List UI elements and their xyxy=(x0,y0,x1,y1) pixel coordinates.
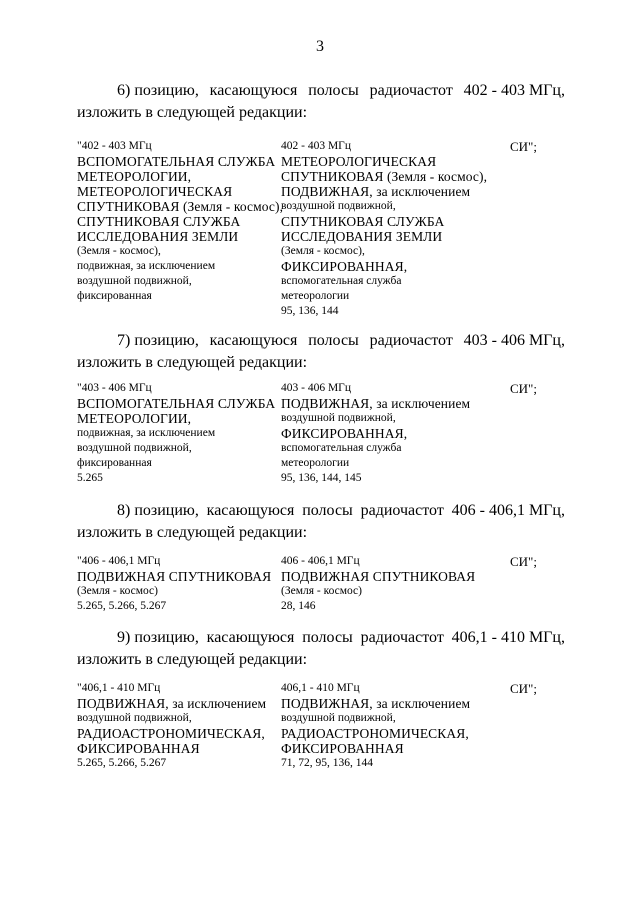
column-line: фиксированная xyxy=(77,290,152,302)
intro-word: 403 - 406 МГц, xyxy=(463,332,565,349)
column-line: МЕТЕОРОЛОГИИ, xyxy=(77,169,192,184)
column-line: СПУТНИКОВАЯ (Земля - космос), xyxy=(77,199,284,214)
section-intro xyxy=(77,500,565,544)
column-line: воздушной подвижной, xyxy=(281,712,396,724)
column-line: СПУТНИКОВАЯ СЛУЖБА xyxy=(281,214,445,229)
ci-note: СИ"; xyxy=(510,139,537,154)
column-line: ПОДВИЖНАЯ СПУТНИКОВАЯ xyxy=(281,569,476,584)
column-line: РАДИОАСТРОНОМИЧЕСКАЯ, xyxy=(281,726,469,741)
intro-word: полосы xyxy=(302,502,353,519)
column-line: вспомогательная служба xyxy=(281,442,402,454)
column-line: 5.265, 5.266, 5.267 xyxy=(77,757,167,769)
column-line: 28, 146 xyxy=(281,600,316,612)
column-line: воздушной подвижной, xyxy=(77,442,192,454)
page-number: 3 xyxy=(316,38,324,55)
column-line: ФИКСИРОВАННАЯ xyxy=(77,741,200,756)
intro-word: касающуюся xyxy=(209,332,298,349)
ci-note: СИ"; xyxy=(510,681,537,696)
intro-word: 8) позицию, xyxy=(117,502,199,519)
column-line: ПОДВИЖНАЯ, за исключением xyxy=(77,696,267,711)
column-line: МЕТЕОРОЛОГИЧЕСКАЯ xyxy=(77,184,233,199)
left-column xyxy=(77,681,266,771)
left-column xyxy=(77,554,271,614)
column-line: 95, 136, 144, 145 xyxy=(281,472,362,484)
column-line: (Земля - космос), xyxy=(281,245,365,257)
intro-word: полосы xyxy=(302,629,353,646)
column-line: воздушной подвижной, xyxy=(77,712,192,724)
column-line: МЕТЕОРОЛОГИИ, xyxy=(77,411,192,426)
column-line: "403 - 406 МГц xyxy=(77,382,152,394)
intro-word: касающуюся xyxy=(209,82,298,99)
column-line: ФИКСИРОВАННАЯ xyxy=(281,741,404,756)
section-intro xyxy=(77,80,565,124)
intro-line: изложить в следующей редакции: xyxy=(77,651,308,668)
intro-line: изложить в следующей редакции: xyxy=(77,524,308,541)
right-column xyxy=(281,681,470,771)
intro-word: 402 - 403 МГц, xyxy=(463,82,565,99)
ci-note: СИ"; xyxy=(510,381,537,396)
column-line: вспомогательная служба xyxy=(281,275,402,287)
intro-line: изложить в следующей редакции: xyxy=(77,354,308,371)
section-intro xyxy=(77,330,565,374)
intro-line: изложить в следующей редакции: xyxy=(77,104,308,121)
intro-word: 7) позицию, xyxy=(117,332,199,349)
intro-word: радиочастот xyxy=(369,82,453,99)
column-line: ФИКСИРОВАННАЯ, xyxy=(281,259,408,274)
column-line: подвижная, за исключением xyxy=(77,260,216,272)
column-line: "402 - 403 МГц xyxy=(77,140,152,152)
right-column xyxy=(281,381,470,486)
column-line: 71, 72, 95, 136, 144 xyxy=(281,757,373,769)
column-line: ПОДВИЖНАЯ, за исключением xyxy=(281,184,471,199)
column-line: ПОДВИЖНАЯ, за исключением xyxy=(281,696,471,711)
column-line: (Земля - космос) xyxy=(281,585,362,597)
column-line: ПОДВИЖНАЯ, за исключением xyxy=(281,396,471,411)
column-line: МЕТЕОРОЛОГИЧЕСКАЯ xyxy=(281,154,437,169)
intro-word: радиочастот xyxy=(369,332,453,349)
column-line: 5.265, 5.266, 5.267 xyxy=(77,600,167,612)
column-line: 5.265 xyxy=(77,472,103,484)
column-line: СПУТНИКОВАЯ СЛУЖБА xyxy=(77,214,241,229)
column-line: ВСПОМОГАТЕЛЬНАЯ СЛУЖБА xyxy=(77,396,276,411)
right-column xyxy=(281,139,487,319)
right-column xyxy=(281,554,475,614)
column-line: подвижная, за исключением xyxy=(77,427,216,439)
column-line: "406,1 - 410 МГц xyxy=(77,682,161,694)
column-line: ПОДВИЖНАЯ СПУТНИКОВАЯ xyxy=(77,569,272,584)
intro-word: касающуюся xyxy=(206,502,295,519)
column-line: (Земля - космос) xyxy=(77,585,158,597)
left-column xyxy=(77,381,275,486)
column-line: ИССЛЕДОВАНИЯ ЗЕМЛИ xyxy=(77,229,239,244)
column-line: (Земля - космос), xyxy=(77,245,161,257)
column-line: "406 - 406,1 МГц xyxy=(77,555,161,567)
column-line: 406,1 - 410 МГц xyxy=(281,682,360,694)
intro-word: радиочастот xyxy=(360,629,444,646)
intro-word: 406,1 - 410 МГц, xyxy=(451,629,565,646)
column-line: метеорологии xyxy=(281,457,350,469)
column-line: РАДИОАСТРОНОМИЧЕСКАЯ, xyxy=(77,726,265,741)
ci-note: СИ"; xyxy=(510,554,537,569)
column-line: фиксированная xyxy=(77,457,152,469)
column-line: воздушной подвижной, xyxy=(77,275,192,287)
column-line: 406 - 406,1 МГц xyxy=(281,555,360,567)
column-line: ВСПОМОГАТЕЛЬНАЯ СЛУЖБА xyxy=(77,154,276,169)
left-column xyxy=(77,139,283,304)
intro-word: 406 - 406,1 МГц, xyxy=(451,502,565,519)
intro-word: 6) позицию, xyxy=(117,82,199,99)
section-intro xyxy=(77,627,565,671)
intro-word: полосы xyxy=(308,332,359,349)
intro-word: касающуюся xyxy=(206,629,295,646)
column-line: 403 - 406 МГц xyxy=(281,382,351,394)
column-line: 95, 136, 144 xyxy=(281,305,339,317)
column-line: 402 - 403 МГц xyxy=(281,140,351,152)
column-line: метеорологии xyxy=(281,290,350,302)
intro-word: 9) позицию, xyxy=(117,629,199,646)
intro-word: радиочастот xyxy=(360,502,444,519)
intro-word: полосы xyxy=(308,82,359,99)
column-line: ФИКСИРОВАННАЯ, xyxy=(281,426,408,441)
column-line: ИССЛЕДОВАНИЯ ЗЕМЛИ xyxy=(281,229,443,244)
column-line: СПУТНИКОВАЯ (Земля - космос), xyxy=(281,169,488,184)
column-line: воздушной подвижной, xyxy=(281,412,396,424)
column-line: воздушной подвижной, xyxy=(281,200,396,212)
